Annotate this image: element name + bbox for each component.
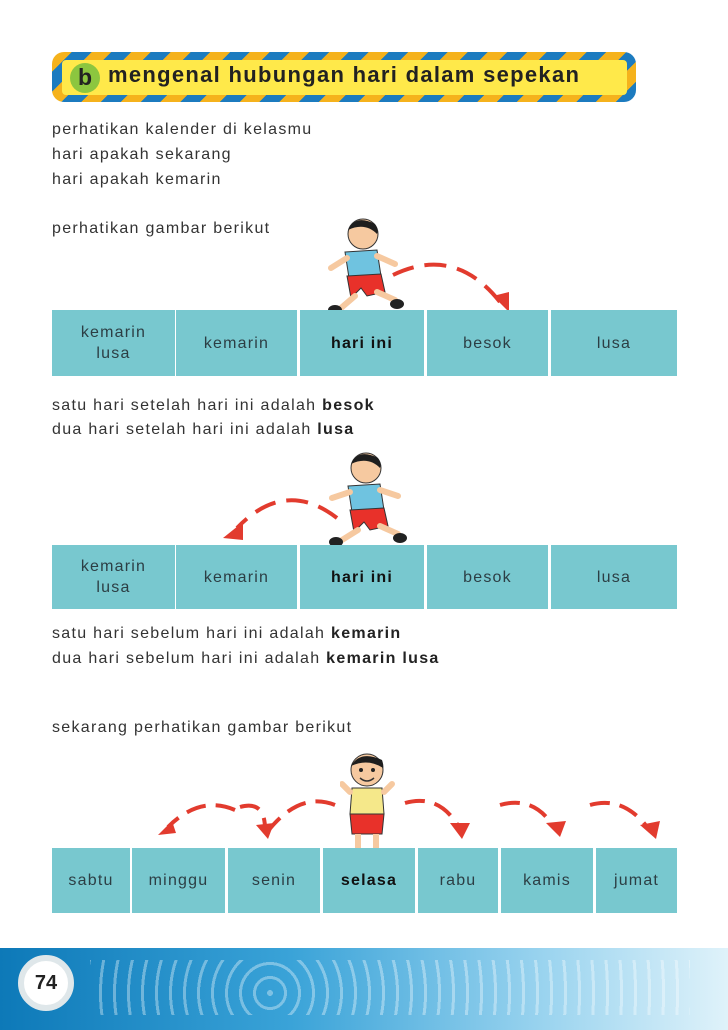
page-number: 74 (18, 955, 74, 1011)
intro-line-1: perhatikan kalender di kelasmu (52, 121, 313, 138)
day-box-jumat: jumat (596, 848, 677, 913)
prompt-1: perhatikan gambar berikut (52, 220, 271, 237)
desc2-line-2: dua hari sebelum hari ini adalah kemarin lusa (52, 650, 440, 667)
section-title: mengenal hubungan hari dalam sepekan (108, 62, 581, 87)
day-box-kemarin-lusa (52, 310, 175, 376)
desc2-line-1: satu hari sebelum hari ini adalah kemarin (52, 625, 402, 642)
day-box-kemarin-2: kemarin (176, 545, 297, 609)
day-box-besok-2: besok (427, 545, 548, 609)
prompt-2: sekarang perhatikan gambar berikut (52, 719, 353, 736)
day-box-senin: senin (228, 848, 320, 913)
box-line: kemarin (80, 324, 147, 341)
intro-line-3: hari apakah kemarin (52, 171, 222, 188)
day-box-selasa: selasa (323, 848, 415, 913)
box-line: lusa (96, 579, 131, 596)
footer-decoration (90, 960, 690, 1015)
day-box-rabu: rabu (418, 848, 498, 913)
day-box-lusa-2: lusa (551, 545, 677, 609)
day-box-kemarin: kemarin (176, 310, 297, 376)
arrow-to-kemarin (215, 488, 345, 548)
day-box-hari-ini-2: hari ini (300, 545, 424, 609)
intro-line-2: hari apakah sekarang (52, 146, 232, 163)
desc1-line-2: dua hari setelah hari ini adalah lusa (52, 421, 355, 438)
day-box-hari-ini: hari ini (300, 310, 424, 376)
box-line: kemarin (80, 558, 147, 575)
day-box-kamis: kamis (501, 848, 593, 913)
day-arrows (150, 795, 670, 845)
day-box-lusa: lusa (551, 310, 677, 376)
desc1-line-1: satu hari setelah hari ini adalah besok (52, 397, 375, 414)
day-box-besok: besok (427, 310, 548, 376)
box-line: lusa (96, 345, 131, 362)
day-box-minggu: minggu (132, 848, 225, 913)
day-box-kemarin-lusa-2 (52, 545, 175, 609)
section-badge: b (70, 63, 100, 93)
day-box-sabtu: sabtu (52, 848, 130, 913)
